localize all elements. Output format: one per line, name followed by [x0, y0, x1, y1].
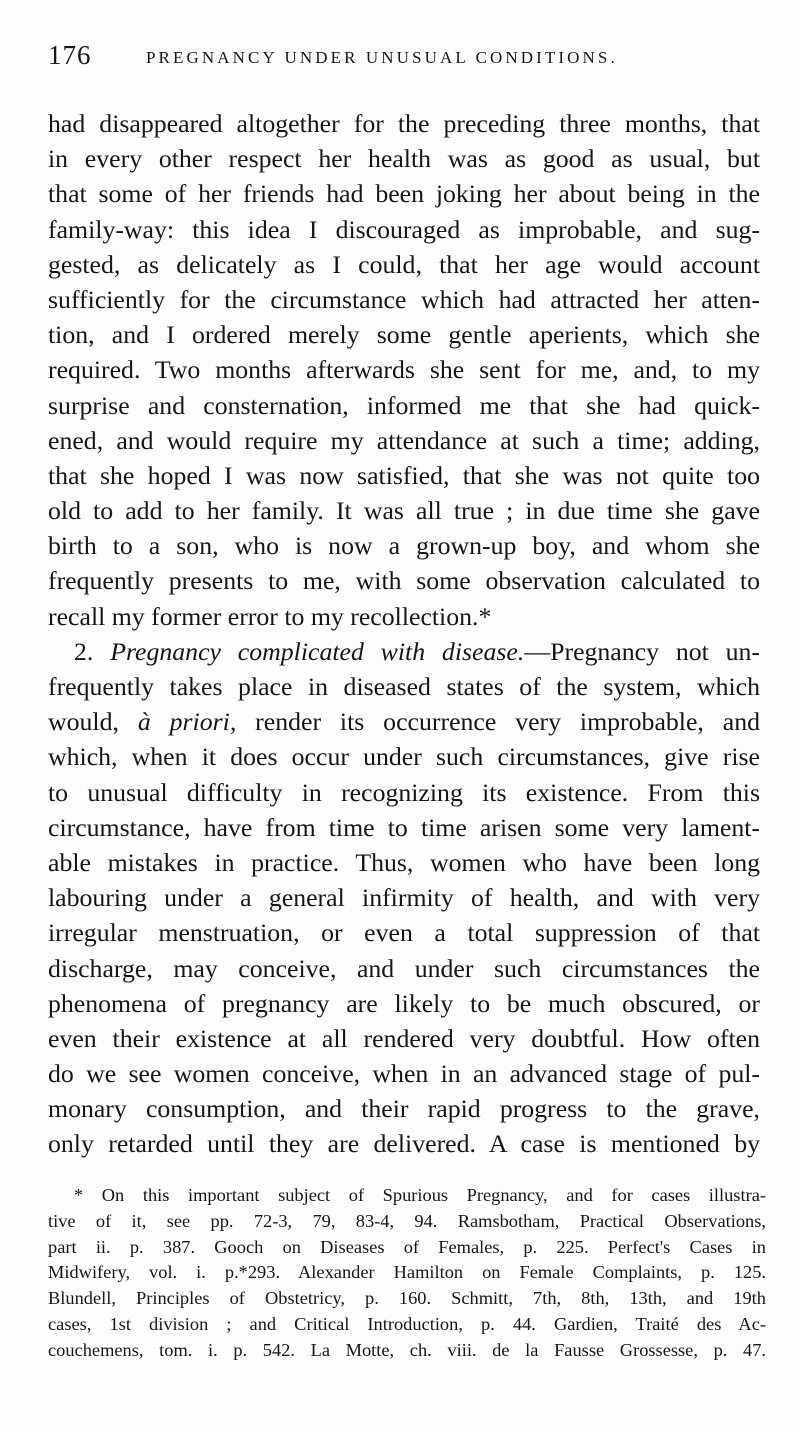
body-line: recall my former error to my recollection.*: [48, 601, 492, 631]
line-start: would,: [48, 707, 138, 737]
page-number: 176: [48, 40, 92, 70]
line-end: render its occurrence very improbable, and: [236, 707, 760, 737]
running-head: PREGNANCY UNDER UNUSUAL CONDITIONS.: [146, 48, 618, 67]
body-line: monary consumption, and their rapid progress to the grave,: [48, 1094, 760, 1124]
body-line: birth to a son, who is now a grown-up boy, and whom she: [48, 531, 760, 561]
body-line: circumstance, have from time to time arisen some very lament-: [48, 812, 760, 842]
body-line: surprise and consternation, informed me that she had quick-: [48, 390, 760, 420]
page-header: [48, 40, 758, 80]
body-line: which, when it does occur under such circumstances, give rise: [48, 742, 760, 772]
footnote-line: couchemens, tom. i. p. 542. La Motte, ch. viii. de la Fausse Grossesse, p. 47.: [48, 1339, 766, 1360]
footnote-line: part ii. p. 387. Gooch on Diseases of Females, p. 225. Perfect's Cases in: [48, 1236, 766, 1257]
italic-phrase: à priori,: [137, 707, 237, 737]
body-line: frequently takes place in diseased states of the system, which: [48, 672, 760, 701]
body-line: do we see women conceive, when in an advanced stage of pul-: [48, 1059, 760, 1089]
body-line: family-way: this idea I discouraged as improbable, and sug-: [48, 214, 760, 244]
body-line: gested, as delicately as I could, that her age would account: [48, 249, 760, 279]
footnote-line: Blundell, Principles of Obstetricy, p. 160. Schmitt, 7th, 8th, 13th, and 19th: [48, 1288, 766, 1309]
body-line: that she hoped I was now satisfied, that she was not quite too: [48, 460, 760, 490]
body-line: frequently presents to me, with some observation calculated to: [48, 566, 760, 596]
body-line: required. Two months afterwards she sent for me, and, to my: [48, 355, 760, 385]
section-heading-line: [48, 634, 760, 669]
body-line: to unusual difficulty in recognizing its existence. From this: [48, 777, 760, 807]
body-line: only retarded until they are delivered. A case is mentioned by: [48, 1129, 760, 1159]
footnote-line: tive of it, see pp. 72-3, 79, 83-4, 94. Ramsbotham, Practical Observations,: [48, 1210, 766, 1231]
body-line: discharge, may conceive, and under such circumstances the: [48, 953, 760, 983]
body-text: [48, 106, 760, 1162]
body-line: even their existence at all rendered very doubtful. How often: [48, 1023, 760, 1053]
body-line: irregular menstruation, or even a total suppression of that: [48, 918, 760, 948]
footnote-line: Midwifery, vol. i. p.*293. Alexander Hamilton on Female Complaints, p. 125.: [48, 1262, 766, 1283]
body-line: tion, and I ordered merely some gentle aperients, which she: [48, 320, 760, 350]
footnotes: [48, 1183, 766, 1364]
body-line-with-italic: [48, 704, 760, 739]
footnote-line: cases, 1st division ; and Critical Introduction, p. 44. Gardien, Traité des Ac-: [48, 1313, 766, 1334]
body-line: in every other respect her health was as good as usual, but: [48, 144, 760, 174]
body-line: phenomena of pregnancy are likely to be much obscured, or: [48, 988, 760, 1018]
body-line: ened, and would require my attendance at such a time; adding,: [48, 425, 760, 455]
body-line: had disappeared altogether for the preceding three months, that: [48, 109, 760, 138]
body-line: labouring under a general infirmity of health, and with very: [48, 883, 760, 913]
body-line: old to add to her family. It was all true ; in due time she gave: [48, 496, 760, 526]
section-number: 2.: [74, 636, 94, 666]
body-line: that some of her friends had been joking her about being in the: [48, 179, 760, 209]
section-title: Pregnancy complicated with disease.: [110, 636, 525, 666]
body-line: able mistakes in practice. Thus, women who have been long: [48, 847, 760, 877]
section-first-line-rest: —Pregnancy not un-: [524, 636, 760, 666]
body-line: sufficiently for the circumstance which had attracted her atten-: [48, 284, 760, 314]
footnote-line: * On this important subject of Spurious Pregnancy, and for cases illustra-: [74, 1185, 766, 1205]
